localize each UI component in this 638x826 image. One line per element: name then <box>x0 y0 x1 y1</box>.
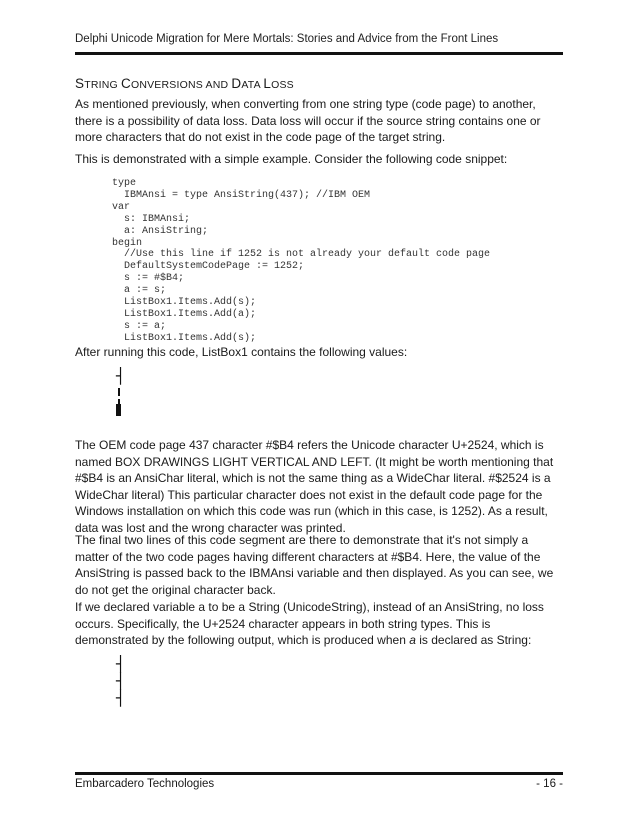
code-line: DefaultSystemCodePage := 1252; <box>112 261 305 273</box>
code-line: ListBox1.Items.Add(s); <box>112 297 257 309</box>
code-line: ListBox1.Items.Add(a); <box>112 308 257 320</box>
title-part: ONVERSIONS AND <box>130 79 232 91</box>
code-line: //Use this line if 1252 is not already your default code page <box>112 249 491 261</box>
title-part: S <box>75 76 85 91</box>
section-title <box>75 76 294 91</box>
code-line: var <box>112 201 131 213</box>
text-span: If we declared variable a to be a String (UnicodeString), instead of an AnsiString, no loss occurs. Specifically, the U+2524 character appears in both string types. This is demonstrated by the following output, which is produced when <box>75 600 544 647</box>
code-line: a := s; <box>112 285 167 297</box>
output2-box-drawing-char: ┤ <box>116 689 126 707</box>
running-header: Delphi Unicode Migration for Mere Mortals: Stories and Advice from the Front Lines <box>75 33 499 45</box>
footer-company: Embarcadero Technologies <box>75 778 215 790</box>
title-part: D <box>231 76 242 91</box>
header-rule <box>75 52 563 55</box>
code-line: s := #$B4; <box>112 273 185 285</box>
code-line: s := a; <box>112 320 167 332</box>
code-line: IBMAnsi = type AnsiString(437); //IBM OEM <box>112 189 371 201</box>
title-part: C <box>121 76 131 91</box>
code-line: s: IBMAnsi; <box>112 213 191 225</box>
output2-box-drawing-char: ┤ <box>116 672 126 690</box>
code-snippet <box>112 178 490 345</box>
output1-broken-bar-glyph <box>118 388 120 396</box>
text-span: is declared as String: <box>415 633 532 647</box>
title-part: L <box>263 76 272 91</box>
paragraph-example-intro: This is demonstrated with a simple example. Consider the following code snippet: <box>75 152 508 166</box>
page-number: - 16 - <box>536 778 563 790</box>
code-line: type <box>112 178 137 189</box>
paragraph-explanation: The OEM code page 437 character #$B4 refers the Unicode character U+2524, which is named BOX DRAWINGS LIGHT VERTICAL AND LEFT. (It might be worth mentioning that #$B4 is an AnsiChar literal, which is not the same thing as a WideChar literal. #$2524 is a WideChar literal) This particular character does not exist in the default code page for the Windows installation on which this code was run (which in this case, is 1252). As a result, data was lost and the wrong character was printed. <box>75 438 554 535</box>
paragraph-unicode-string <box>75 599 565 649</box>
code-line: a: AnsiString; <box>112 225 209 237</box>
footer-rule <box>75 772 563 775</box>
paragraph-intro: As mentioned previously, when converting from one string type (code page) to another, there is a possibility of data loss. Data loss will occur if the source string contains one or more characters that do not exist in the code page of the target string. <box>75 97 541 144</box>
output2-box-drawing-char: ┤ <box>116 655 126 673</box>
title-part: ATA <box>241 79 264 91</box>
title-part: TRING <box>84 79 121 91</box>
paragraph-output-intro: After running this code, ListBox1 contains the following values: <box>75 345 408 359</box>
code-line: begin <box>112 237 143 249</box>
italic-variable: a <box>409 633 416 647</box>
title-part: OSS <box>271 79 294 91</box>
paragraph-final-lines: The final two lines of this code segment are there to demonstrate that it's not simply a matter of the two code pages having different characters at #$B4. Here, the value of the AnsiString is passed back to the IBMAnsi variable and then displayed. As you can see, we do not get the original character back. <box>75 533 554 597</box>
output1-box-drawing-char: ┤ <box>116 367 126 385</box>
output1-block-glyph <box>116 404 121 416</box>
code-line: ListBox1.Items.Add(s); <box>112 332 257 344</box>
